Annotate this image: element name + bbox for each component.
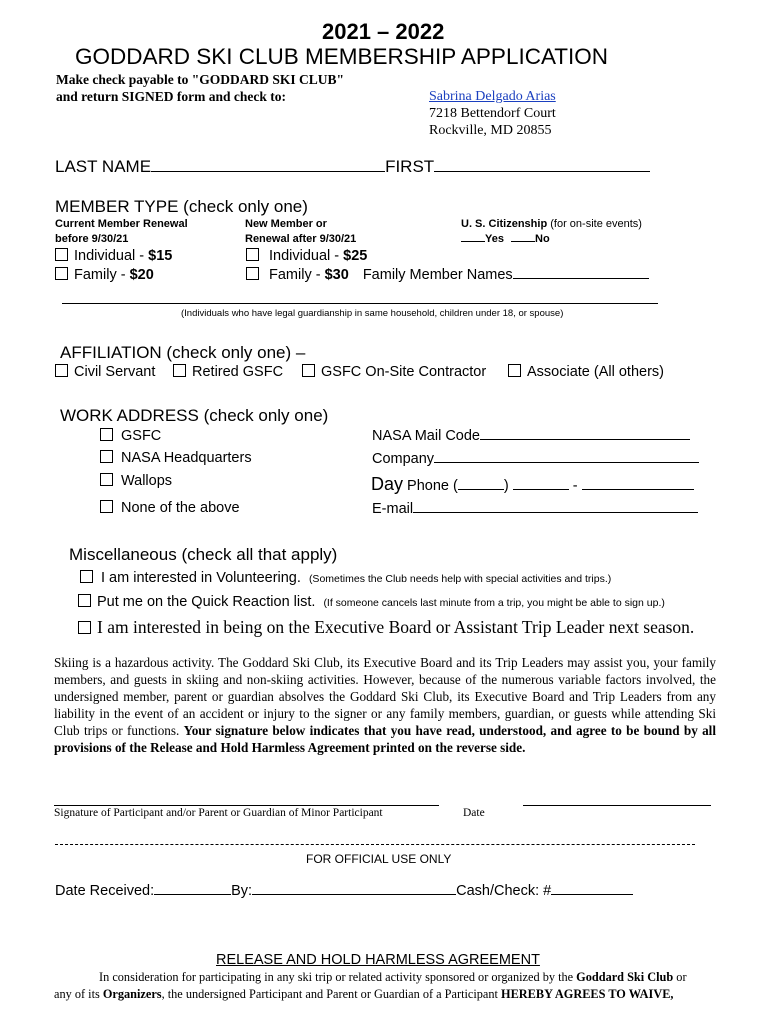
recipient-street: 7218 Bettendorf Court xyxy=(429,106,556,121)
renewal-individual-option[interactable] xyxy=(55,248,172,264)
recipient-city: Rockville, MD 20855 xyxy=(429,123,552,138)
release-waive-text: HEREBY AGREES TO WAIVE, xyxy=(501,987,674,1001)
company-field[interactable] xyxy=(434,462,699,463)
release-text: , the undersigned Participant and Parent or Guardian of a Participant xyxy=(161,987,502,1001)
release-line-1 xyxy=(99,970,687,985)
waiver-agreement-text: Your signature below indicates that you have read, understood, and agree to be bound by all provisions of the Release and Hold Harmless Agreement printed on the reverse side. xyxy=(54,723,716,755)
option-label: Retired GSFC xyxy=(192,364,284,380)
phone-label: Phone ( xyxy=(407,478,458,494)
family-names-field[interactable] xyxy=(513,278,649,279)
price: $25 xyxy=(343,248,368,264)
option-label: Civil Servant xyxy=(74,364,156,380)
family-names-line-2[interactable] xyxy=(62,303,658,304)
option-label: Family - xyxy=(74,267,130,283)
waiver-text: Skiing is a hazardous activity. The Goddard Ski Club, its Executive Board and its Trip Leaders may assist you, your family members, and guests in skiing and non-skiing activities. However, because of the numerous variable factors involved, the undersigned member, parent or guardian absolves the Goddard Ski Club, its Executive Board and Trip Leaders from any liability in the event of an accident or injury to the signer or any family members, guardian, or guests while attending Ski Club trips or functions. xyxy=(54,655,716,738)
mail-code-field[interactable] xyxy=(480,439,690,440)
by-field[interactable] xyxy=(252,894,456,895)
new-family-option[interactable] xyxy=(246,267,649,283)
checkbox[interactable] xyxy=(55,248,68,261)
recipient-name-link[interactable]: Sabrina Delgado Arias xyxy=(429,89,556,104)
affiliation-heading: AFFILIATION (check only one) – xyxy=(60,343,306,362)
checkbox[interactable] xyxy=(100,428,113,441)
executive-board-label: I am interested in being on the Executive Board or Assistant Trip Leader next season. xyxy=(97,617,695,637)
citizenship-yes-field[interactable] xyxy=(461,241,485,242)
checkbox[interactable] xyxy=(302,364,315,377)
cash-check-field[interactable] xyxy=(551,894,633,895)
citizenship-heading xyxy=(461,218,642,230)
signature-label: Signature of Participant and/or Parent or Guardian of Minor Participant xyxy=(54,807,383,819)
payable-instruction-2: and return SIGNED form and check to: xyxy=(56,89,287,104)
checkbox[interactable] xyxy=(55,267,68,280)
date-received-label: Date Received: xyxy=(55,883,155,899)
option-label: Individual - xyxy=(74,248,149,264)
phone-number-field[interactable] xyxy=(582,489,694,490)
date-line[interactable] xyxy=(523,805,711,806)
official-divider xyxy=(55,844,695,845)
member-type-heading: MEMBER TYPE (check only one) xyxy=(55,197,308,216)
official-heading: FOR OFFICIAL USE ONLY xyxy=(306,852,452,866)
email-field[interactable] xyxy=(413,512,698,513)
renewal-heading-2: before 9/30/21 xyxy=(55,233,129,245)
work-address-heading: WORK ADDRESS (check only one) xyxy=(60,406,329,425)
option-label: Family - xyxy=(269,267,325,283)
phone-close: ) xyxy=(503,478,509,494)
volunteer-label: I am interested in Volunteering. xyxy=(101,570,301,586)
option-label: GSFC On-Site Contractor xyxy=(321,364,487,380)
release-text: or xyxy=(673,970,687,984)
payable-instruction-1: Make check payable to "GODDARD SKI CLUB" xyxy=(56,72,344,87)
work-wallops-option[interactable] xyxy=(100,473,172,489)
by-label: By: xyxy=(231,883,253,899)
work-gsfc-option[interactable] xyxy=(100,428,161,444)
citizenship-no-label: No xyxy=(535,233,550,245)
waiver-paragraph xyxy=(54,654,716,756)
release-heading: RELEASE AND HOLD HARMLESS AGREEMENT xyxy=(216,952,540,968)
phone-prefix-field[interactable] xyxy=(513,489,569,490)
company-label: Company xyxy=(372,451,435,467)
checkbox[interactable] xyxy=(100,450,113,463)
date-label: Date xyxy=(463,807,485,819)
company-row xyxy=(372,451,699,467)
affiliation-civil-servant[interactable] xyxy=(55,364,155,380)
quick-reaction-option[interactable] xyxy=(78,594,665,610)
phone-area-code-field[interactable] xyxy=(458,489,504,490)
quick-reaction-label: Put me on the Quick Reaction list. xyxy=(97,594,316,610)
first-name-label: FIRST xyxy=(385,157,435,176)
option-label: Individual - xyxy=(269,248,344,264)
work-none-option[interactable] xyxy=(100,500,240,516)
checkbox[interactable] xyxy=(246,248,259,261)
release-org-name: Goddard Ski Club xyxy=(576,970,674,984)
checkbox[interactable] xyxy=(508,364,521,377)
official-row xyxy=(55,883,633,899)
volunteer-option[interactable] xyxy=(80,570,611,586)
checkbox[interactable] xyxy=(100,500,113,513)
citizenship-no-field[interactable] xyxy=(511,241,535,242)
mail-code-row xyxy=(372,428,690,444)
citizenship-note: (for on-site events) xyxy=(550,218,642,230)
name-row xyxy=(55,157,650,177)
price: $30 xyxy=(324,267,349,283)
renewal-family-option[interactable] xyxy=(55,267,154,283)
citizenship-yes-label: Yes xyxy=(485,233,504,245)
quick-reaction-note: (If someone cancels last minute from a trip, you might be able to sign up.) xyxy=(323,597,665,609)
affiliation-gsfc-contractor[interactable] xyxy=(302,364,486,380)
first-name-field[interactable] xyxy=(434,171,650,172)
checkbox[interactable] xyxy=(100,473,113,486)
household-note: (Individuals who have legal guardianship in same household, children under 18, or spouse) xyxy=(181,308,564,319)
affiliation-associate[interactable] xyxy=(508,364,664,380)
new-member-heading-2: Renewal after 9/30/21 xyxy=(245,233,357,245)
volunteer-note: (Sometimes the Club needs help with special activities and trips.) xyxy=(308,573,612,585)
option-label: NASA Headquarters xyxy=(121,450,252,466)
checkbox[interactable] xyxy=(246,267,259,280)
day-phone-row xyxy=(371,474,694,495)
last-name-label: LAST NAME xyxy=(55,157,152,176)
family-names-label: Family Member Names xyxy=(362,267,513,283)
signature-line[interactable] xyxy=(54,805,439,806)
price: $15 xyxy=(148,248,173,264)
new-member-heading-1: New Member or xyxy=(245,218,327,230)
executive-board-option[interactable] xyxy=(78,617,694,638)
option-label: GSFC xyxy=(121,428,162,444)
affiliation-retired-gsfc[interactable] xyxy=(173,364,283,380)
price: $20 xyxy=(129,267,154,283)
release-text: In consideration for participating in any ski trip or related activity sponsored or organized by the xyxy=(99,970,577,984)
work-nasa-hq-option[interactable] xyxy=(100,450,252,466)
email-label: E-mail xyxy=(372,501,414,517)
form-title: GODDARD SKI CLUB MEMBERSHIP APPLICATION xyxy=(75,44,609,69)
release-organizers: Organizers xyxy=(102,987,162,1001)
renewal-heading-1: Current Member Renewal xyxy=(55,218,188,230)
citizenship-label: U. S. Citizenship xyxy=(461,218,548,230)
form-year: 2021 – 2022 xyxy=(322,19,445,44)
checkbox[interactable] xyxy=(55,364,68,377)
mail-code-label: NASA Mail Code xyxy=(372,428,480,444)
new-individual-option[interactable] xyxy=(246,248,367,264)
release-line-2 xyxy=(54,987,673,1002)
option-label: None of the above xyxy=(121,500,240,516)
day-label: Day xyxy=(371,474,404,494)
misc-heading: Miscellaneous (check all that apply) xyxy=(69,545,338,564)
cash-check-label: Cash/Check: # xyxy=(456,883,552,899)
option-label: Wallops xyxy=(121,473,173,489)
citizenship-options xyxy=(461,233,550,245)
date-received-field[interactable] xyxy=(154,894,231,895)
phone-dash: - xyxy=(572,478,578,494)
checkbox[interactable] xyxy=(173,364,186,377)
email-row xyxy=(372,501,698,517)
checkbox[interactable] xyxy=(78,621,91,634)
last-name-field[interactable] xyxy=(151,171,385,172)
checkbox[interactable] xyxy=(78,594,91,607)
release-text: any of its xyxy=(54,987,103,1001)
checkbox[interactable] xyxy=(80,570,93,583)
option-label: Associate (All others) xyxy=(527,364,664,380)
